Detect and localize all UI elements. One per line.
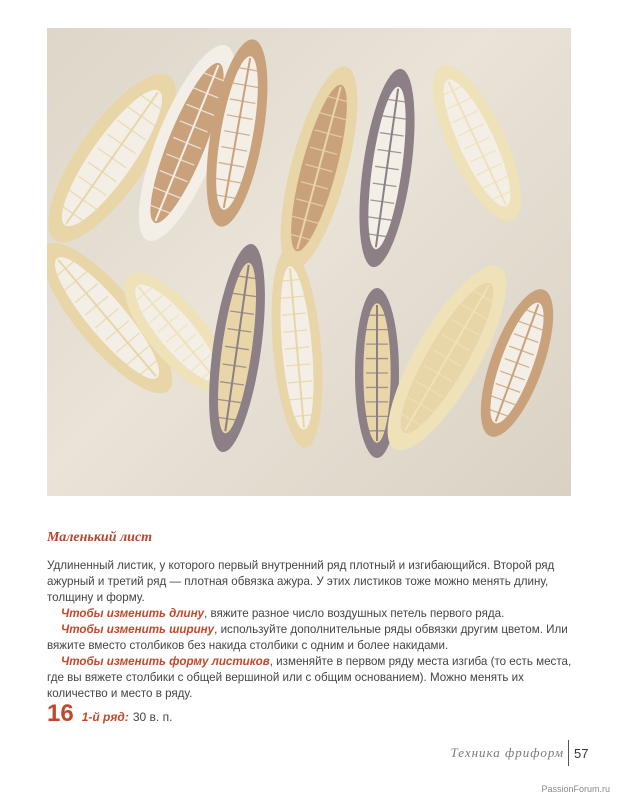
crochet-leaf-10 [264, 246, 329, 449]
width-text: , используйте дополнительные ряды обвязки другим цветом. Или вяжите вместо столбиков без накида столбики с одним и более накидами. [47, 623, 568, 652]
section-title: Маленький лист [47, 530, 153, 545]
crochet-leaves-photo [47, 28, 571, 496]
footer-divider [568, 740, 569, 766]
step-number: 16 [47, 700, 74, 727]
step-row [47, 700, 172, 726]
shape-paragraph [47, 654, 575, 702]
footer-book-title: Техника фриформ [450, 745, 564, 760]
site-watermark: PassionForum.ru [541, 784, 610, 794]
crochet-leaves-illustration [47, 28, 571, 496]
width-highlight: Чтобы изменить ширину [61, 623, 215, 636]
shape-text: , изменяйте в первом ряду места изгиба (то есть места, где вы вяжете столбики с общей вершиной или с общим основанием). Можно менять их количество и место в ряду. [47, 655, 572, 700]
crochet-leaf-6 [416, 54, 539, 232]
step-label: 1-й ряд: [81, 710, 129, 724]
page-number: 57 [574, 746, 589, 761]
crochet-leaf-5 [349, 66, 424, 271]
length-paragraph [47, 606, 575, 622]
shape-highlight: Чтобы изменить форму листиков [61, 655, 270, 668]
step-value: 30 в. п. [132, 710, 173, 724]
length-highlight: Чтобы изменить длину [61, 607, 205, 620]
intro-paragraph: Удлиненный листик, у которого первый внутренний ряд плотный и изгибающийся. Второй ряд ажурный и третий ряд — плотная обвязка ажура. У этих листиков тоже можно менять длину, толщину и форму. [47, 559, 555, 604]
crochet-leaf-4 [265, 59, 373, 276]
body-text [47, 558, 575, 702]
length-text: , вяжите разное число воздушных петель первого ряда. [204, 607, 505, 620]
width-paragraph [47, 622, 575, 654]
